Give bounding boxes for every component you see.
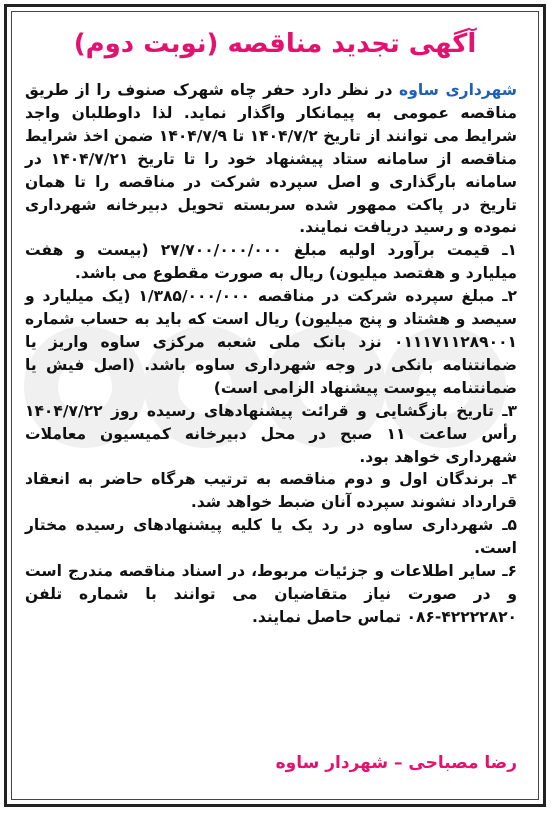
signature: رضا مصباحی – شهردار ساوه xyxy=(275,753,517,773)
intro-paragraph xyxy=(25,79,517,239)
list-item-4: ۴ـ برندگان اول و دوم مناقصه به ترتیب هرگاه حاضر به انعقاد قرارداد نشوند سپرده آنان ضبط خواهد شد. xyxy=(25,470,517,512)
list-item-1: ۱ـ قیمت برآورد اولیه مبلغ ۲۷/۷۰۰/۰۰۰/۰۰۰ (بیست و هفت میلیارد و هفتصد میلیون) ریال به صورت مقطوع می باشد. xyxy=(25,241,517,283)
intro-text: در نظر دارد حفر چاه شهرک صنوف را از طریق مناقصه عمومی به پیمانکار واگذار نماید. لذا داوطلبان واجد شرایط می توانند از تاریخ ۱۴۰۴/۷/۲ تا ۱۴۰۴/۷/۹ ضمن اخذ شرایط مناقصه از سامانه ستاد پیشنهاد خود را تا تاریخ ۱۴۰۴/۷/۲۱ در سامانه بارگذاری و اصل سپرده شرکت در مناقصه را تا همان تاریخ در پاکت ممهور شده سربسته تحویل دبیرخانه شهرداری نموده و رسید دریافت نمایند. xyxy=(25,81,517,237)
municipality-name: شهرداری ساوه xyxy=(399,81,517,99)
list-item-3: ۳ـ تاریخ بازگشایی و قرائت پیشنهادهای رسیده روز ۱۴۰۴/۷/۲۲ رأس ساعت ۱۱ صبح در محل دبیرخانه کمیسیون معاملات شهرداری خواهد بود. xyxy=(25,401,517,466)
list-item-6: ۶ـ سایر اطلاعات و جزئیات مربوط، در اسناد مناقصه مندرج است و در صورت نیاز متقاضیان می توانند با شماره تلفن ۴۲۲۲۲۸۲۰-۰۸۶ تماس حاصل نمایند. xyxy=(25,562,517,626)
list-item-5: ۵ـ شهرداری ساوه در رد یک یا کلیه پیشنهادهای رسیده مختار است. xyxy=(25,516,517,558)
ad-frame xyxy=(4,4,546,807)
list-item-2: ۲ـ مبلغ سپرده شرکت در مناقصه ۱/۳۸۵/۰۰۰/۰۰۰ (یک میلیارد و سیصد و هشتاد و پنج میلیون) ریال است که باید به حساب شماره ۰۱۱۱۷۱۱۲۸۹۰۰۱ نزد بانک ملی شعبه مرکزی ساوه واریز یا ضمانتنامه بانکی در وجه شهرداری ساوه باشد. (اصل فیش یا ضمانتنامه پیوست پیشنهاد الزامی است) xyxy=(25,287,517,397)
ad-title: آگهی تجدید مناقصه (نوبت دوم) xyxy=(73,29,477,59)
ad-body xyxy=(25,79,517,629)
